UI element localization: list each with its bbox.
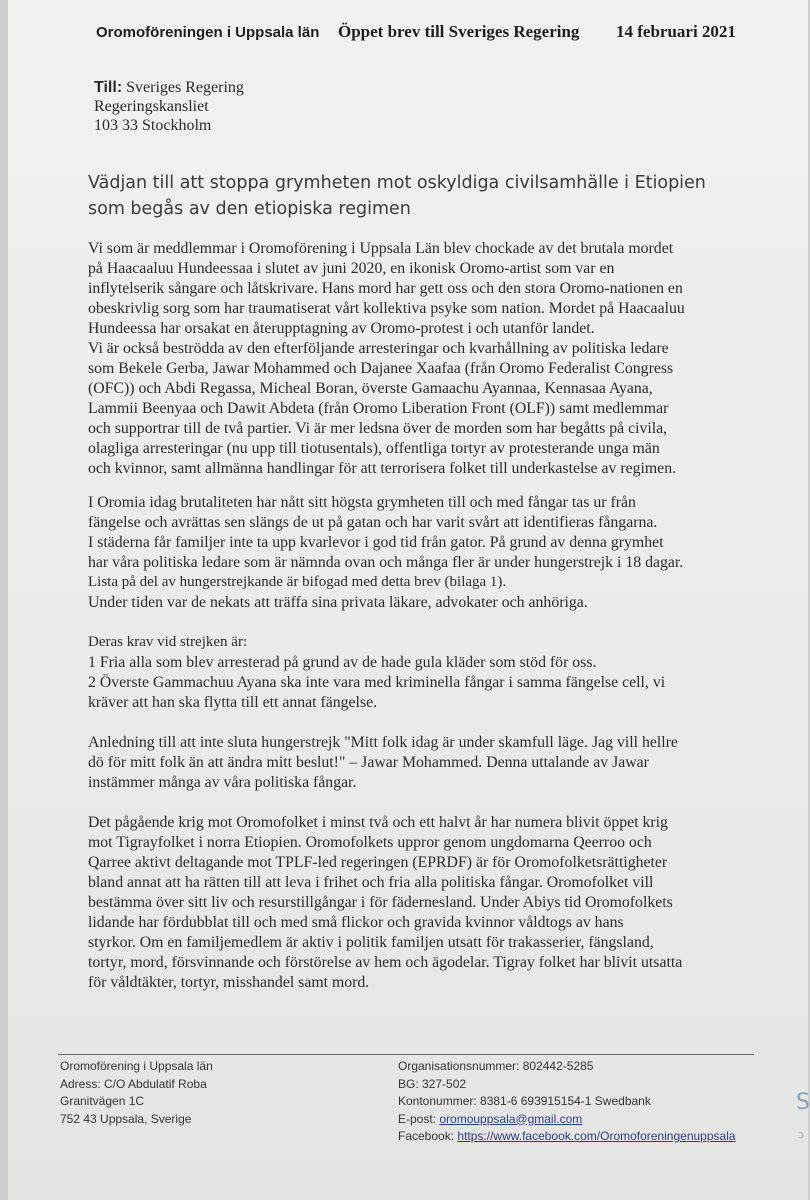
body-line: Deras krav vid strejken är: [88, 634, 248, 650]
body-line: dö för mitt folk än att ändra mitt beslut!" – Jawar Mohammed. Denna uttalande av Jawar [88, 754, 649, 771]
body-line: och kvinnor, samt allmänna handlingar för att terrorisera folket till underkastelse av regimen. [88, 460, 677, 477]
body-line: Lista på del av hungerstrejkande är bifogad med detta brev (bilaga 1). [88, 574, 507, 590]
account-number: Kontonummer: 8381-6 693915154-1 Swedbank [398, 1094, 651, 1108]
page-edge-swirl-icon: ↄ [798, 1126, 804, 1141]
recipient-address [94, 78, 244, 135]
body-line: har våra politiska ledare som är nämnda ovan och många fler är under hungerstrejk i 18 dagar. [88, 554, 684, 571]
letter-header [8, 22, 808, 46]
subject-line: som begås av den etiopiska regimen [88, 199, 411, 219]
body-line: för våldtäkter, tortyr, misshandel samt mord. [88, 974, 370, 991]
footer-org-details [398, 1058, 736, 1146]
body-line: Hundeessa har orsakat en återupptagning av Oromo-protest i och utanför landet. [88, 320, 595, 337]
footer-line: Adress: C/O Abdulatif Roba [60, 1076, 207, 1091]
email-link[interactable]: oromouppsala@gmail.com [439, 1111, 583, 1126]
header-title: Öppet brev till Sveriges Regering [338, 22, 580, 41]
body-line: fängelse och avrättas sen slängs de ut på gatan och har varit svårt att identifieras fångarna. [88, 514, 658, 531]
body-line: lidande har fördubblat till och med små flickor och gravida kvinnor våldtogs av hans [88, 914, 624, 931]
header-date: 14 februari 2021 [616, 22, 736, 41]
body-line: bestämma över sitt liv och resurstillgångar i för fädernesland. Under Abiys tid Oromofolkets [88, 894, 673, 911]
body-line: bland annat att ha rätten till att leva i frihet och fria alla politiska fångar. Oromofolket vill [88, 874, 654, 891]
body-line: mot Tigrayfolket i norra Etiopien. Oromofolkets uppror genom ungdomarna Qeerroo och [88, 834, 652, 851]
body-line: obeskrivlig sorg som har traumatiserat vårt kollektiva psyke som nation. Mordet på Haacaaluu [88, 300, 685, 317]
footer-line: 752 43 Uppsala, Sverige [60, 1111, 192, 1126]
header-org: Oromoföreningen i Uppsala län [96, 24, 320, 41]
body-line: Under tiden var de nekats att träffa sina privata läkare, advokater och anhöriga. [88, 594, 588, 611]
facebook-link[interactable]: https://www.facebook.com/Oromoforeningenuppsala [457, 1129, 736, 1143]
footer-divider [58, 1054, 754, 1055]
body-line: inflytelserik sångare och låtskrivare. Hans mord har gett oss och den stora Oromo-nationen en [88, 280, 683, 297]
body-line: som Bekele Gerba, Jawar Mohammed och Dajanee Xaafaa (från Oromo Federalist Congress [88, 360, 674, 377]
body-line: 1 Fria alla som blev arresterad på grund av de hade gula kläder som stöd för oss. [88, 654, 597, 671]
body-line: tortyr, mord, försvinnande och förstörelse av hem och ägodelar. Tigray folket har blivit utsatta [88, 954, 683, 971]
subject-line: Vädjan till att stoppa grymheten mot oskyldiga civilsamhälle i Etiopien [88, 173, 706, 193]
body-line: Anledning till att inte sluta hungerstrejk "Mitt folk idag är under skamfull läge. Jag vill hellre [88, 734, 678, 751]
address-line: 103 33 Stockholm [94, 117, 212, 134]
body-line: olagliga arresteringar (nu upp till tiotusentals), offentliga tortyr av protesterande unga män [88, 440, 660, 457]
page-edge-mark: S [796, 1090, 810, 1115]
footer-address [60, 1058, 213, 1128]
email-label: E-post: [398, 1111, 437, 1126]
letter-page [8, 0, 808, 1200]
body-line: (OFC)) och Abdi Regassa, Micheal Boran, överste Gamaachu Ayannaa, Kennasaa Ayana, [88, 380, 653, 397]
org-number: Organisationsnummer: 802442-5285 [398, 1059, 594, 1073]
address-line: Regeringskansliet [94, 98, 209, 115]
footer-line: Oromoförening i Uppsala län [60, 1059, 213, 1073]
body-line: Lammii Beenyaa och Dawit Abdeta (från Oromo Liberation Front (OLF)) samt medlemmar [88, 400, 669, 417]
body-line: I Oromia idag brutaliteten har nått sitt högsta grymheten till och med fångar tas ur från [88, 494, 636, 511]
body-line: Det pågående krig mot Oromofolket i minst två och ett halvt år har numera blivit öppet krig [88, 814, 668, 831]
body-line: 2 Överste Gammachuu Ayana ska inte vara med kriminella fångar i samma fängelse cell, vi [88, 674, 666, 691]
address-line: Sveriges Regering [126, 79, 244, 96]
body-line: Vi som är meddlemmar i Oromoförening i Uppsala Län blev chockade av det brutala mordet [88, 240, 674, 257]
body-line: styrkor. Om en familjemedlem är aktiv i politik familjen utsatt för trakasserier, fängsland, [88, 934, 654, 951]
address-label: Till: [94, 79, 123, 96]
facebook-label: Facebook: [398, 1129, 455, 1143]
body-line: på Haacaaluu Hundeessaa i slutet av juni 2020, en ikonisk Oromo-artist som var en [88, 260, 615, 277]
body-line: kräver att han ska flytta till ett annat fängelse. [88, 694, 378, 711]
footer-line: Granitvägen 1C [60, 1094, 145, 1108]
letter-subject [88, 170, 788, 222]
body-line: instämmer många av våra politiska fångar. [88, 774, 357, 791]
bankgiro: BG: 327-502 [398, 1076, 467, 1091]
body-line: och supportrar till de två partier. Vi är mer ledsna över de morden som har begåtts på civila, [88, 420, 668, 437]
body-line: Qarree aktivt deltagande mot TPLF-led regeringen (EPRDF) är för Oromofolketsrättigheter [88, 854, 668, 871]
body-line: Vi är också beströdda av den efterföljande arresteringar och kvarhållning av politiska ledare [88, 340, 669, 357]
body-line: I städerna får familjer inte ta upp kvarlevor i god tid från gator. På grund av denna grymhet [88, 534, 664, 551]
